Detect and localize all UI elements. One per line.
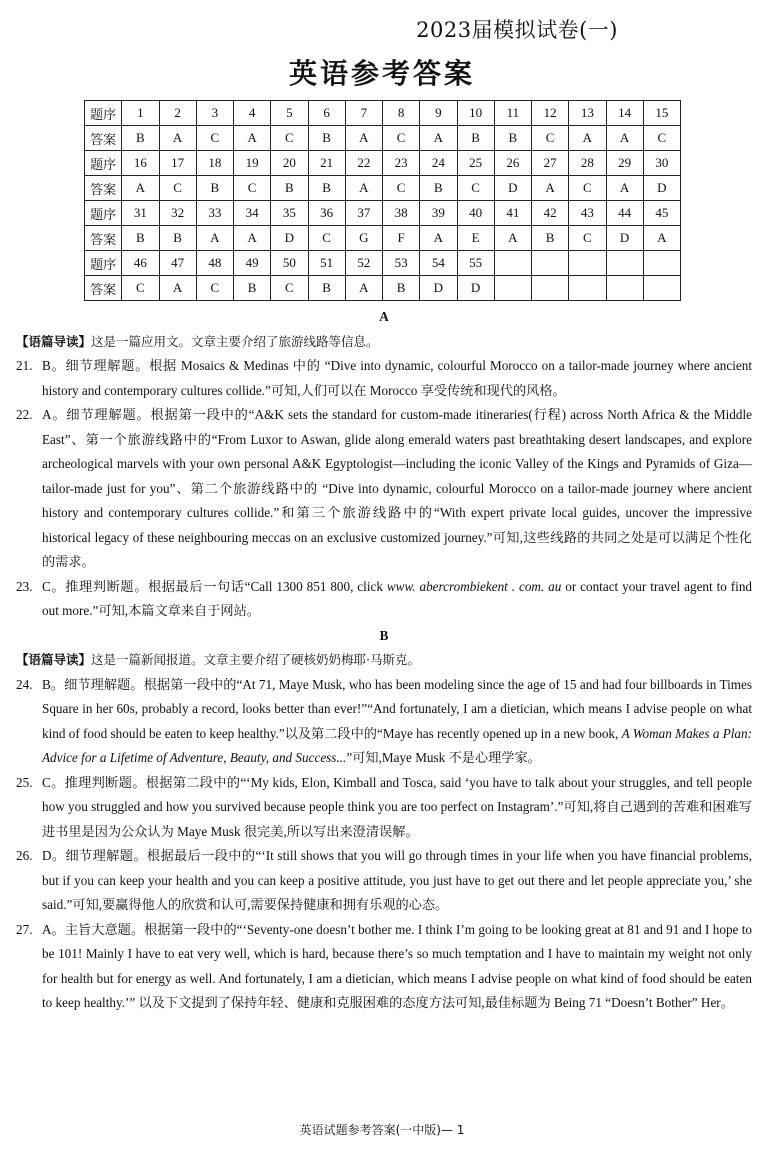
table-cell: D [271,226,308,251]
table-cell: 23 [383,151,420,176]
table-cell: 33 [196,201,233,226]
table-cell: A [606,126,643,151]
answer-table [84,100,681,301]
table-cell: B [308,276,345,301]
table-cell: A [494,226,531,251]
table-cell: A [122,176,159,201]
row-label: 题序 [85,101,122,126]
row-label: 题序 [85,251,122,276]
table-cell: C [457,176,494,201]
row-label: 答案 [85,276,122,301]
table-cell: 8 [383,101,420,126]
page-title: 英语参考答案 [288,57,475,90]
table-cell: C [271,126,308,151]
table-cell: 34 [234,201,271,226]
table-cell: A [532,176,569,201]
table-cell: 12 [532,101,569,126]
table-cell: 21 [308,151,345,176]
table-cell: A [569,126,606,151]
question-number: 22. [16,407,33,422]
table-cell: 44 [606,201,643,226]
table-row [85,176,681,201]
question-number: 24. [16,676,33,692]
table-cell: A [643,226,680,251]
table-cell: B [271,176,308,201]
table-cell: 37 [345,201,382,226]
table-cell [494,276,531,301]
answer-explanation-27 [16,918,752,1016]
explanation-text: B。细节理解题。根据第一段中的“At 71, Maye Musk, who has been modeling since the age of 15 and had four billboards in Times Square in her 60s, probably a record, looks better than ever!”“And fortunately, I am a dietician, which means I advise people on what kind of food should be eaten to keep healthy.”以及第二段中的“Maye has recently opened up in a new book, [42,676,752,741]
table-cell: C [308,226,345,251]
table-cell: 19 [234,151,271,176]
answer-explanation-26 [16,844,752,918]
answer-explanation-21 [16,354,752,403]
table-cell: B [122,226,159,251]
table-cell: A [159,276,196,301]
table-cell: 53 [383,251,420,276]
table-cell: 47 [159,251,196,276]
table-cell: 31 [122,201,159,226]
table-cell: 22 [345,151,382,176]
table-cell: 49 [234,251,271,276]
row-label: 题序 [85,201,122,226]
table-cell: 51 [308,251,345,276]
table-cell: 28 [569,151,606,176]
table-cell: 7 [345,101,382,126]
table-cell: 48 [196,251,233,276]
table-cell: A [345,276,382,301]
table-cell [532,251,569,276]
table-cell: C [271,276,308,301]
table-cell: C [569,226,606,251]
table-cell: 4 [234,101,271,126]
table-cell: A [234,126,271,151]
table-cell: 13 [569,101,606,126]
table-cell: C [122,276,159,301]
table-cell: D [457,276,494,301]
table-row [85,226,681,251]
table-cell: B [196,176,233,201]
question-number: 23. [16,578,33,594]
guide-label: 【语篇导读】 [16,333,92,349]
page-footer: 英语试题参考答案(一中版)— 1 [299,1123,465,1137]
table-cell [569,276,606,301]
exam-title: 2023届模拟试卷(一) [416,18,618,42]
answer-explanation-22 [16,403,752,575]
table-cell: B [234,276,271,301]
table-cell [606,251,643,276]
table-cell: C [643,126,680,151]
table-cell: 40 [457,201,494,226]
table-cell: B [457,126,494,151]
answer-explanation-23 [16,575,752,624]
table-cell: 50 [271,251,308,276]
table-cell: 46 [122,251,159,276]
table-cell: 36 [308,201,345,226]
table-cell: D [494,176,531,201]
table-cell: 26 [494,151,531,176]
table-cell: 6 [308,101,345,126]
row-label: 答案 [85,176,122,201]
explanation-text: B。细节理解题。根据 Mosaics & Medinas 中的 “Dive into dynamic, colourful Morocco on a tailor-made journey where ancient history and contemporary cultures collide.”可知,人们可以在 Morocco 享受传统和现代的风格。 [42,358,752,398]
table-cell [606,276,643,301]
table-cell: B [159,226,196,251]
table-cell: C [196,126,233,151]
table-cell [532,276,569,301]
section-a-heading: A [379,309,389,324]
guide-text: 这是一篇新闻报道。文章主要介绍了硬核奶奶梅耶·马斯克。 [91,652,420,667]
table-cell: 27 [532,151,569,176]
table-cell: B [420,176,457,201]
row-label: 答案 [85,126,122,151]
table-cell: B [308,176,345,201]
table-cell: D [420,276,457,301]
table-cell: G [345,226,382,251]
table-cell: B [383,276,420,301]
answer-explanation-25 [16,771,752,845]
table-row [85,126,681,151]
table-cell: 41 [494,201,531,226]
table-row [85,251,681,276]
table-cell: 14 [606,101,643,126]
table-cell: 5 [271,101,308,126]
section-b-heading: B [379,627,389,643]
table-cell: 10 [457,101,494,126]
table-cell: 32 [159,201,196,226]
explanation-text: A。细节理解题。根据第一段中的“A&K sets the standard for custom-made itineraries(行程) across North Africa & the Middle East”、第一个旅游线路中的“From Luxor to Aswan, glide along emerald waters past breathtaking desert landscapes, and explore archeological marvels with your own personal A&K Egyptologist—including the iconic Valley of the Kings and Pyramids of Giza—tailor-made just for you”、第二个旅游线路中的 “Dive into dynamic, colourful Morocco on a tailor-made journey where ancient history and contemporary cultures collide.”和第三个旅游线路中的“With expert private local guides, uncover the impressive historical legacy of these neighbouring meccas on an exclusive customized journey.”可知,这些线路的共同之处是可以满足个性化的需求。 [42,407,752,569]
table-cell: F [383,226,420,251]
table-cell: A [196,226,233,251]
table-row [85,151,681,176]
table-cell: B [494,126,531,151]
guide-label: 【语篇导读】 [16,652,92,667]
explanation-text: A。主旨大意题。根据第一段中的“‘Seventy-one doesn’t bother me. I think I’m going to be looking great at 81 and 91 and I hope to be 101! Mainly I have to eat very well, which is hard, because there’s so much temptation and I have to maintain my weight not only for health but for energy as well. And fortunately, I am a dietician, which means I advise people on what kind of food should be eaten to keep healthy.’” 以及下文提到了保持年轻、健康和克服困难的态度方法可知,最佳标题为 Being 71 “Doesn’t Bother” Her。 [42,921,752,1010]
table-cell: C [383,176,420,201]
table-cell: 43 [569,201,606,226]
table-cell: C [196,276,233,301]
table-row [85,276,681,301]
table-cell: A [345,126,382,151]
explanations [16,305,752,1016]
table-cell: 38 [383,201,420,226]
table-cell: 3 [196,101,233,126]
table-cell: B [122,126,159,151]
table-cell: 30 [643,151,680,176]
answer-explanation-24 [16,673,752,771]
table-cell: C [159,176,196,201]
table-cell: 15 [643,101,680,126]
table-cell [643,276,680,301]
table-cell [494,251,531,276]
table-cell: 29 [606,151,643,176]
guide-text: 这是一篇应用文。文章主要介绍了旅游线路等信息。 [91,333,379,349]
table-cell: 45 [643,201,680,226]
table-cell: D [643,176,680,201]
table-cell: 39 [420,201,457,226]
table-cell: C [383,126,420,151]
table-cell: 2 [159,101,196,126]
table-cell: A [420,226,457,251]
table-cell [569,251,606,276]
table-cell: B [532,226,569,251]
table-cell: 54 [420,251,457,276]
table-cell: C [234,176,271,201]
table-cell: 42 [532,201,569,226]
table-cell: A [345,176,382,201]
table-cell: 18 [196,151,233,176]
table-cell: 11 [494,101,531,126]
table-row [85,201,681,226]
table-cell: 24 [420,151,457,176]
table-cell: D [606,226,643,251]
table-cell: A [606,176,643,201]
question-number: 26. [16,848,33,863]
table-row [85,101,681,126]
explanation-text: ”可知,Maye Musk 不是心理学家。 [346,750,541,765]
website-url: www. abercrombiekent . com. au [386,578,562,594]
section-a-guide [16,330,752,355]
question-number: 21. [16,358,33,373]
table-cell: C [532,126,569,151]
table-cell: E [457,226,494,251]
row-label: 题序 [85,151,122,176]
table-cell: 16 [122,151,159,176]
table-cell: 20 [271,151,308,176]
table-cell: 52 [345,251,382,276]
table-cell: 35 [271,201,308,226]
table-cell [643,251,680,276]
section-b-guide [16,648,752,673]
table-cell: 55 [457,251,494,276]
row-label: 答案 [85,226,122,251]
table-cell: 9 [420,101,457,126]
table-cell: 25 [457,151,494,176]
question-number: 27. [16,921,33,937]
table-cell: 17 [159,151,196,176]
question-number: 25. [16,774,33,790]
explanation-text: or contact your travel agent to find out more.”可知,本篇文章来自于网站。 [42,578,753,618]
explanation-text: D。细节理解题。根据最后一段中的“‘It still shows that you will go through times in your life when you have financial problems, but if you can keep your health and you can keep a positive attitude, you just have to get out there and let people appreciate you,’ she said.”可知,要赢得他人的欣赏和认可,需要保持健康和拥有乐观的心态。 [42,848,752,912]
table-cell: A [159,126,196,151]
table-cell: A [234,226,271,251]
book-title: A Woman Makes a Plan: Advice for a Lifetime of Adventure, Beauty, and Success... [42,725,753,765]
explanation-text: C。推理判断题。根据最后一句话“Call 1300 851 800, click [42,578,387,594]
table-cell: A [420,126,457,151]
table-cell: B [308,126,345,151]
table-cell: 1 [122,101,159,126]
table-cell: C [569,176,606,201]
explanation-text: C。推理判断题。根据第二段中的“‘My kids, Elon, Kimball and Tosca, said ‘you have to talk about your struggles, and tell people how you struggled and how you survived because people think you are too perfect on Instagram’.”可知,将自己遇到的苦难和困难写进书里是因为公众认为 Maye Musk 很完美,所以写出来澄清误解。 [42,774,752,839]
